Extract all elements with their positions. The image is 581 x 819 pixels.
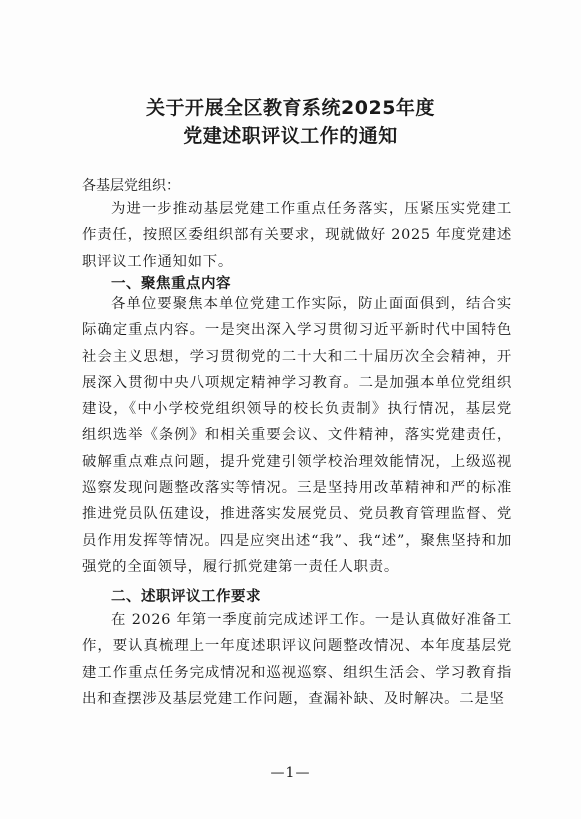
section2-paragraph: 在 2026 年第一季度前完成述评工作。一是认真做好准备工作，要认真梳理上一年度述职评议问题整改情况、本年度基层党建工作重点任务完成情况和巡视巡察、组织生活会、学习教育指出和查摆涉及基层党建工作问题，查漏补缺、及时解决。二是坚 bbox=[82, 612, 512, 707]
intro-paragraph: 为进一步推动基层党建工作重点任务落实，压紧压实党建工作责任，按照区委组织部有关要求，现就做好 2025 年度党建述职评议工作通知如下。 bbox=[82, 201, 512, 270]
section1-heading: 一、聚焦重点内容 bbox=[111, 276, 231, 292]
salutation: 各基层党组织： bbox=[82, 178, 180, 194]
page-number: —1— bbox=[270, 765, 311, 781]
document-title-line2: 党建述职评议工作的通知 bbox=[183, 125, 398, 147]
document-title-line1: 关于开展全区教育系统2025年度 bbox=[146, 97, 435, 119]
section1-paragraph: 各单位要聚焦本单位党建工作实际，防止面面俱到，结合实际确定重点内容。一是突出深入学习贯彻习近平新时代中国特色社会主义思想，学习贯彻党的二十大和二十届历次全会精神，开展深入贯彻中央八项规定精神学习教育。二是加强本单位党组织建设，《中小学校党组织领导的校长负责制》执行情况，基层党组织选举《条例》和相关重要会议、文件精神，落实党建责任，破解重点难点问题，提升党建引领学校治理效能情况，上级巡视巡察发现问题整改落实等情况。三是坚持用改革精神和严的标准推进党员队伍建设，推进落实发展党员、党员教育管理监督、党员作用发挥等情况。四是应突出述“我”、我“述”，聚焦坚持和加强党的全面领导，履行抓党建第一责任人职责。 bbox=[82, 296, 512, 575]
section2-heading: 二、述职评议工作要求 bbox=[111, 589, 261, 605]
